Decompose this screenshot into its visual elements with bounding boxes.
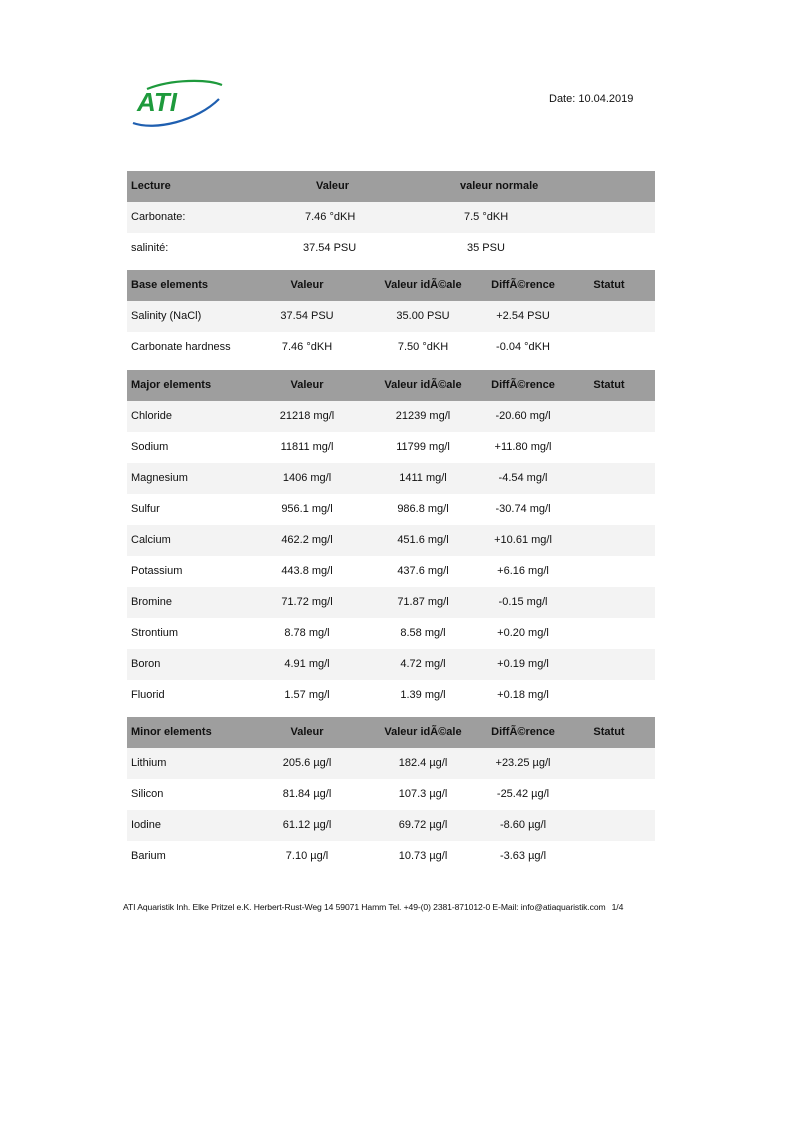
row-name: Potassium bbox=[131, 565, 183, 577]
table-row bbox=[127, 618, 655, 649]
table-row bbox=[127, 680, 655, 711]
row-value: 443.8 mg/l bbox=[281, 565, 333, 577]
row-diff: -30.74 mg/l bbox=[495, 503, 551, 515]
col-header-statut: Statut bbox=[593, 279, 625, 291]
row-value: 4.91 mg/l bbox=[284, 658, 330, 670]
col-header-name: Base elements bbox=[131, 279, 209, 291]
row-ideal: 182.4 µg/l bbox=[398, 757, 448, 769]
row-diff: +23.25 µg/l bbox=[495, 757, 551, 769]
col-header-difference: DiffÃ©rence bbox=[491, 279, 555, 291]
base-elements-table bbox=[127, 270, 655, 363]
table-row bbox=[127, 779, 655, 810]
col-header-difference: DiffÃ©rence bbox=[491, 379, 555, 391]
row-name: Sodium bbox=[131, 441, 169, 453]
row-value: 81.84 µg/l bbox=[282, 788, 332, 800]
minor-elements-table bbox=[127, 717, 655, 872]
row-diff: +2.54 PSU bbox=[496, 310, 550, 322]
col-header-ideal: Valeur idÃ©ale bbox=[384, 279, 462, 291]
table-row bbox=[127, 525, 655, 556]
row-name: Magnesium bbox=[131, 472, 188, 484]
row-value: 21218 mg/l bbox=[279, 410, 335, 422]
row-diff: +10.61 mg/l bbox=[494, 534, 552, 546]
table-row bbox=[127, 463, 655, 494]
row-diff: +0.19 mg/l bbox=[497, 658, 549, 670]
row-name: salinité: bbox=[131, 242, 169, 254]
row-name: Chloride bbox=[131, 410, 172, 422]
col-header-valeur: Valeur bbox=[316, 180, 350, 192]
row-name: Calcium bbox=[131, 534, 171, 546]
row-value: 7.46 °dKH bbox=[281, 341, 333, 353]
row-value: 61.12 µg/l bbox=[282, 819, 332, 831]
lecture-header-row bbox=[127, 171, 655, 202]
row-value: 71.72 mg/l bbox=[281, 596, 333, 608]
minor-header-row bbox=[127, 717, 655, 748]
major-rows bbox=[127, 401, 655, 711]
row-name: Iodine bbox=[131, 819, 161, 831]
row-name: Strontium bbox=[131, 627, 179, 639]
row-value: 462.2 mg/l bbox=[281, 534, 333, 546]
footer-contact: ATI Aquaristik Inh. Elke Pritzel e.K. Herbert-Rust-Weg 14 59071 Hamm Tel. +49-(0) 2381-871012-0 E-Mail: info@atiaquaristik.com bbox=[123, 902, 606, 912]
base-header-row bbox=[127, 270, 655, 301]
table-row bbox=[127, 432, 655, 463]
row-diff: -0.15 mg/l bbox=[498, 596, 548, 608]
row-diff: -4.54 mg/l bbox=[498, 472, 548, 484]
row-diff: -8.60 µg/l bbox=[499, 819, 547, 831]
row-diff: -25.42 µg/l bbox=[496, 788, 550, 800]
row-ideal: 10.73 µg/l bbox=[398, 850, 448, 862]
table-row bbox=[127, 301, 655, 332]
row-diff: -20.60 mg/l bbox=[495, 410, 551, 422]
row-ideal: 11799 mg/l bbox=[396, 441, 450, 453]
row-value: 205.6 µg/l bbox=[282, 757, 332, 769]
ati-logo bbox=[127, 77, 225, 129]
row-value: 1406 mg/l bbox=[282, 472, 332, 484]
col-header-valeur-normale: valeur normale bbox=[460, 180, 539, 192]
row-value: 1.57 mg/l bbox=[284, 689, 330, 701]
row-ideal: 1411 mg/l bbox=[399, 472, 447, 484]
table-row bbox=[127, 494, 655, 525]
row-ideal: 451.6 mg/l bbox=[397, 534, 449, 546]
col-header-name: Minor elements bbox=[131, 726, 212, 738]
row-name: Salinity (NaCl) bbox=[131, 310, 202, 322]
row-name: Barium bbox=[131, 850, 166, 862]
row-name: Lithium bbox=[131, 757, 167, 769]
row-name: Bromine bbox=[131, 596, 172, 608]
row-name: Silicon bbox=[131, 788, 164, 800]
row-ideal: 21239 mg/l bbox=[395, 410, 451, 422]
table-row bbox=[127, 810, 655, 841]
page-footer bbox=[123, 902, 623, 912]
table-row bbox=[127, 841, 655, 872]
table-row bbox=[127, 587, 655, 618]
row-value: 11811 mg/l bbox=[280, 441, 334, 453]
row-value: 7.46 °dKH bbox=[305, 211, 356, 223]
col-header-difference: DiffÃ©rence bbox=[491, 726, 555, 738]
row-diff: +6.16 mg/l bbox=[497, 565, 549, 577]
row-name: Boron bbox=[131, 658, 161, 670]
row-ideal: 437.6 mg/l bbox=[397, 565, 449, 577]
row-value: 8.78 mg/l bbox=[284, 627, 330, 639]
table-row bbox=[127, 556, 655, 587]
row-value: 37.54 PSU bbox=[280, 310, 334, 322]
table-row bbox=[127, 748, 655, 779]
report-date: Date: 10.04.2019 bbox=[549, 93, 634, 105]
row-ideal: 69.72 µg/l bbox=[398, 819, 448, 831]
row-ideal: 35.00 PSU bbox=[396, 310, 450, 322]
col-header-lecture: Lecture bbox=[131, 180, 171, 192]
row-name: Fluorid bbox=[131, 689, 165, 701]
col-header-valeur: Valeur bbox=[290, 726, 324, 738]
row-diff: -0.04 °dKH bbox=[496, 341, 550, 353]
table-row bbox=[127, 649, 655, 680]
logo-text: ATI bbox=[137, 87, 177, 117]
row-name: Sulfur bbox=[131, 503, 160, 515]
page-number: 1/4 bbox=[611, 902, 624, 912]
row-ideal: 107.3 µg/l bbox=[398, 788, 448, 800]
row-normal: 7.5 °dKH bbox=[464, 211, 509, 223]
major-header-row bbox=[127, 370, 655, 401]
row-ideal: 986.8 mg/l bbox=[397, 503, 449, 515]
row-name: Carbonate hardness bbox=[131, 341, 231, 353]
row-diff: +11.80 mg/l bbox=[494, 441, 552, 453]
row-normal: 35 PSU bbox=[467, 242, 505, 254]
row-name: Carbonate: bbox=[131, 211, 186, 223]
table-row bbox=[127, 202, 655, 233]
table-row bbox=[127, 332, 655, 363]
row-ideal: 1.39 mg/l bbox=[400, 689, 446, 701]
row-value: 956.1 mg/l bbox=[281, 503, 333, 515]
row-ideal: 8.58 mg/l bbox=[400, 627, 446, 639]
col-header-valeur: Valeur bbox=[290, 379, 324, 391]
row-diff: +0.18 mg/l bbox=[497, 689, 549, 701]
major-elements-table bbox=[127, 370, 655, 711]
table-row bbox=[127, 233, 655, 264]
lecture-table bbox=[127, 171, 655, 264]
col-header-statut: Statut bbox=[593, 379, 625, 391]
row-diff: -3.63 µg/l bbox=[499, 850, 547, 862]
row-ideal: 7.50 °dKH bbox=[397, 341, 449, 353]
col-header-statut: Statut bbox=[593, 726, 625, 738]
row-value: 7.10 µg/l bbox=[285, 850, 329, 862]
col-header-ideal: Valeur idÃ©ale bbox=[384, 726, 462, 738]
row-ideal: 4.72 mg/l bbox=[400, 658, 446, 670]
row-diff: +0.20 mg/l bbox=[497, 627, 549, 639]
table-row bbox=[127, 401, 655, 432]
col-header-name: Major elements bbox=[131, 379, 212, 391]
row-value: 37.54 PSU bbox=[303, 242, 357, 254]
row-ideal: 71.87 mg/l bbox=[397, 596, 449, 608]
minor-rows bbox=[127, 748, 655, 872]
col-header-valeur: Valeur bbox=[290, 279, 324, 291]
col-header-ideal: Valeur idÃ©ale bbox=[384, 379, 462, 391]
